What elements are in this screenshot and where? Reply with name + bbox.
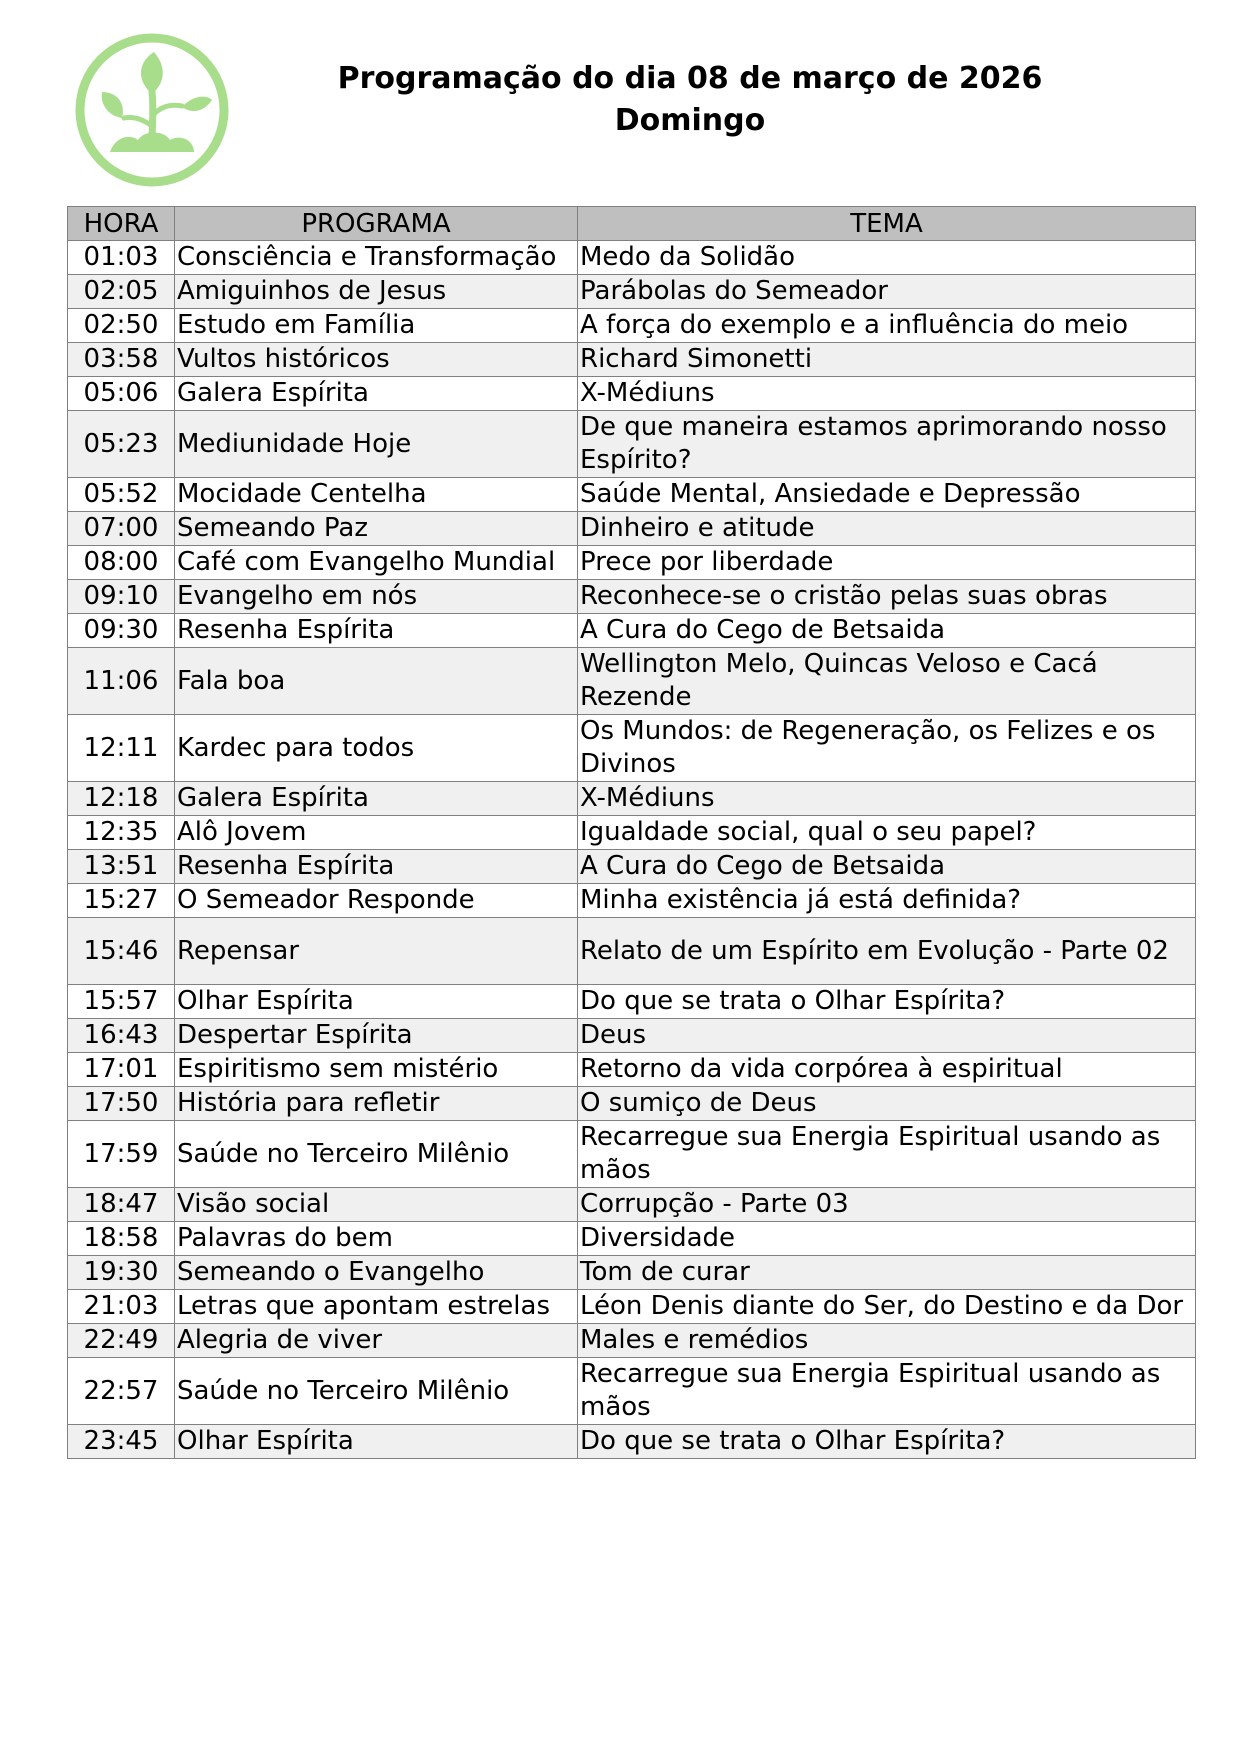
programa-cell: Semeando Paz — [175, 512, 578, 546]
page-title — [260, 58, 1120, 142]
tema-cell: Tom de curar — [578, 1256, 1196, 1290]
programa-cell: Palavras do bem — [175, 1222, 578, 1256]
table-row — [68, 614, 1196, 648]
title-line-date: Programação do dia 08 de março de 2026 — [337, 61, 1043, 96]
tema-cell: Deus — [578, 1019, 1196, 1053]
programa-cell: Resenha Espírita — [175, 614, 578, 648]
programa-cell: Galera Espírita — [175, 377, 578, 411]
hora-cell: 12:18 — [68, 782, 175, 816]
programa-cell: Amiguinhos de Jesus — [175, 275, 578, 309]
tema-cell: Medo da Solidão — [578, 241, 1196, 275]
tema-cell: Dinheiro e atitude — [578, 512, 1196, 546]
programa-cell: Saúde no Terceiro Milênio — [175, 1358, 578, 1425]
programa-cell: Galera Espírita — [175, 782, 578, 816]
programa-cell: Consciência e Transformação — [175, 241, 578, 275]
hora-cell: 22:57 — [68, 1358, 175, 1425]
hora-cell: 02:05 — [68, 275, 175, 309]
hora-cell: 21:03 — [68, 1290, 175, 1324]
table-row — [68, 816, 1196, 850]
table-row — [68, 411, 1196, 478]
tema-cell: Reconhece-se o cristão pelas suas obras — [578, 580, 1196, 614]
table-row — [68, 377, 1196, 411]
hora-cell: 16:43 — [68, 1019, 175, 1053]
tema-cell: De que maneira estamos aprimorando nosso Espírito? — [578, 411, 1196, 478]
table-row — [68, 1087, 1196, 1121]
tema-cell: Diversidade — [578, 1222, 1196, 1256]
tema-cell: Richard Simonetti — [578, 343, 1196, 377]
table-row — [68, 1290, 1196, 1324]
hora-cell: 07:00 — [68, 512, 175, 546]
programa-cell: Fala boa — [175, 648, 578, 715]
hora-cell: 08:00 — [68, 546, 175, 580]
programa-cell: Semeando o Evangelho — [175, 1256, 578, 1290]
sprout-logo-icon — [72, 30, 232, 190]
programa-cell: Mediunidade Hoje — [175, 411, 578, 478]
hora-cell: 05:52 — [68, 478, 175, 512]
table-row — [68, 1019, 1196, 1053]
tema-cell: Males e remédios — [578, 1324, 1196, 1358]
table-header-row — [68, 207, 1196, 241]
hora-cell: 01:03 — [68, 241, 175, 275]
programa-cell: Repensar — [175, 918, 578, 985]
programa-cell: Letras que apontam estrelas — [175, 1290, 578, 1324]
table-row — [68, 1425, 1196, 1459]
hora-cell: 12:11 — [68, 715, 175, 782]
hora-cell: 03:58 — [68, 343, 175, 377]
programa-cell: Café com Evangelho Mundial — [175, 546, 578, 580]
table-row — [68, 512, 1196, 546]
hora-cell: 12:35 — [68, 816, 175, 850]
tema-cell: Léon Denis diante do Ser, do Destino e da Dor — [578, 1290, 1196, 1324]
hora-cell: 09:10 — [68, 580, 175, 614]
hora-cell: 17:01 — [68, 1053, 175, 1087]
table-row — [68, 580, 1196, 614]
hora-cell: 15:46 — [68, 918, 175, 985]
hora-cell: 23:45 — [68, 1425, 175, 1459]
table-row — [68, 648, 1196, 715]
table-row — [68, 546, 1196, 580]
column-header-programa: PROGRAMA — [175, 207, 578, 241]
hora-cell: 05:06 — [68, 377, 175, 411]
table-row — [68, 1222, 1196, 1256]
tema-cell: Minha existência já está definida? — [578, 884, 1196, 918]
tema-cell: Wellington Melo, Quincas Veloso e Cacá Rezende — [578, 648, 1196, 715]
tema-cell: Do que se trata o Olhar Espírita? — [578, 1425, 1196, 1459]
title-line-weekday: Domingo — [614, 103, 766, 138]
programa-cell: Despertar Espírita — [175, 1019, 578, 1053]
programa-cell: Espiritismo sem mistério — [175, 1053, 578, 1087]
table-row — [68, 782, 1196, 816]
table-row — [68, 241, 1196, 275]
tema-cell: Parábolas do Semeador — [578, 275, 1196, 309]
hora-cell: 13:51 — [68, 850, 175, 884]
tema-cell: A Cura do Cego de Betsaida — [578, 614, 1196, 648]
table-row — [68, 1358, 1196, 1425]
table-row — [68, 343, 1196, 377]
table-row — [68, 478, 1196, 512]
programa-cell: Vultos históricos — [175, 343, 578, 377]
tema-cell: A Cura do Cego de Betsaida — [578, 850, 1196, 884]
tema-cell: Saúde Mental, Ansiedade e Depressão — [578, 478, 1196, 512]
programa-cell: Evangelho em nós — [175, 580, 578, 614]
schedule-table — [67, 206, 1196, 1459]
table-row — [68, 850, 1196, 884]
tema-cell: Relato de um Espírito em Evolução - Parte 02 — [578, 918, 1196, 985]
table-row — [68, 1324, 1196, 1358]
programa-cell: Alô Jovem — [175, 816, 578, 850]
hora-cell: 15:57 — [68, 985, 175, 1019]
programa-cell: O Semeador Responde — [175, 884, 578, 918]
table-row — [68, 884, 1196, 918]
table-row — [68, 1121, 1196, 1188]
programa-cell: Kardec para todos — [175, 715, 578, 782]
hora-cell: 09:30 — [68, 614, 175, 648]
table-row — [68, 309, 1196, 343]
table-row — [68, 985, 1196, 1019]
programa-cell: Estudo em Família — [175, 309, 578, 343]
tema-cell: A força do exemplo e a influência do meio — [578, 309, 1196, 343]
hora-cell: 17:59 — [68, 1121, 175, 1188]
table-row — [68, 1053, 1196, 1087]
programa-cell: Resenha Espírita — [175, 850, 578, 884]
hora-cell: 18:58 — [68, 1222, 175, 1256]
tema-cell: Retorno da vida corpórea à espiritual — [578, 1053, 1196, 1087]
tema-cell: Corrupção - Parte 03 — [578, 1188, 1196, 1222]
programa-cell: Visão social — [175, 1188, 578, 1222]
tema-cell: Do que se trata o Olhar Espírita? — [578, 985, 1196, 1019]
hora-cell: 18:47 — [68, 1188, 175, 1222]
table-row — [68, 275, 1196, 309]
programa-cell: Olhar Espírita — [175, 1425, 578, 1459]
hora-cell: 22:49 — [68, 1324, 175, 1358]
tema-cell: Os Mundos: de Regeneração, os Felizes e os Divinos — [578, 715, 1196, 782]
programa-cell: Alegria de viver — [175, 1324, 578, 1358]
programa-cell: Olhar Espírita — [175, 985, 578, 1019]
table-row — [68, 918, 1196, 985]
hora-cell: 19:30 — [68, 1256, 175, 1290]
tema-cell: Igualdade social, qual o seu papel? — [578, 816, 1196, 850]
hora-cell: 11:06 — [68, 648, 175, 715]
table-row — [68, 1188, 1196, 1222]
table-row — [68, 715, 1196, 782]
tema-cell: O sumiço de Deus — [578, 1087, 1196, 1121]
hora-cell: 17:50 — [68, 1087, 175, 1121]
programa-cell: Saúde no Terceiro Milênio — [175, 1121, 578, 1188]
hora-cell: 05:23 — [68, 411, 175, 478]
hora-cell: 02:50 — [68, 309, 175, 343]
programa-cell: Mocidade Centelha — [175, 478, 578, 512]
tema-cell: Prece por liberdade — [578, 546, 1196, 580]
tema-cell: Recarregue sua Energia Espiritual usando as mãos — [578, 1358, 1196, 1425]
tema-cell: Recarregue sua Energia Espiritual usando as mãos — [578, 1121, 1196, 1188]
table-row — [68, 1256, 1196, 1290]
column-header-tema: TEMA — [578, 207, 1196, 241]
hora-cell: 15:27 — [68, 884, 175, 918]
programa-cell: História para refletir — [175, 1087, 578, 1121]
tema-cell: X-Médiuns — [578, 782, 1196, 816]
tema-cell: X-Médiuns — [578, 377, 1196, 411]
column-header-hora: HORA — [68, 207, 175, 241]
